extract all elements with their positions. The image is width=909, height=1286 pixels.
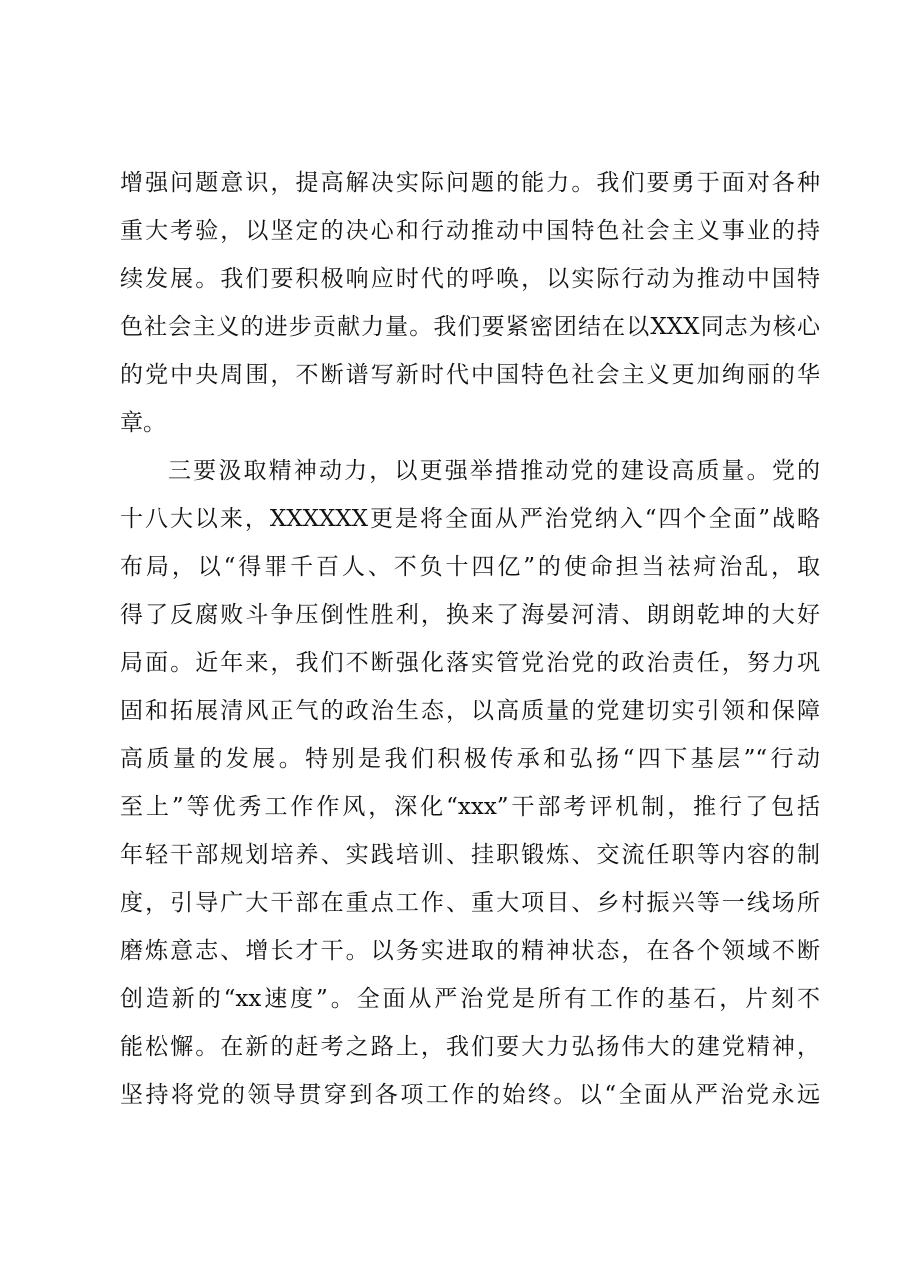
text-line: 磨炼意志、增长才干。以务实进取的精神状态，在各个领域不断 — [120, 938, 820, 964]
text-line: 布局，以“得罪千百人、不负十四亿”的使命担当祛疴治乱，取 — [120, 554, 820, 580]
text-line: 度，引导广大干部在重点工作、重大项目、乡村振兴等一线场所 — [120, 890, 820, 916]
text-line: 得了反腐败斗争压倒性胜利，换来了海晏河清、朗朗乾坤的大好 — [120, 602, 820, 628]
text-line: 坚持将党的领导贯穿到各项工作的始终。以“全面从严治党永远 — [120, 1082, 820, 1108]
text-line: 能松懈。在新的赶考之路上，我们要大力弘扬伟大的建党精神， — [120, 1034, 820, 1060]
text-line: 章。 — [120, 410, 166, 436]
paragraph-first-line: 三要汲取精神动力，以更强举措推动党的建设高质量。党的 — [168, 458, 820, 484]
text-line: 年轻干部规划培养、实践培训、挂职锻炼、交流任职等内容的制 — [120, 842, 820, 868]
text-line: 固和拓展清风正气的政治生态，以高质量的党建切实引领和保障 — [120, 698, 820, 724]
text-line: 增强问题意识，提高解决实际问题的能力。我们要勇于面对各种 — [120, 170, 820, 196]
text-line: 高质量的发展。特别是我们积极传承和弘扬“四下基层”“行动 — [120, 746, 820, 772]
text-line: 至上”等优秀工作作风，深化“xxx”干部考评机制，推行了包括 — [120, 794, 820, 820]
text-line: 的党中央周围，不断谱写新时代中国特色社会主义更加绚丽的华 — [120, 362, 820, 388]
text-line: 续发展。我们要积极响应时代的呼唤，以实际行动为推动中国特 — [120, 266, 820, 292]
text-line: 重大考验，以坚定的决心和行动推动中国特色社会主义事业的持 — [120, 218, 820, 244]
text-line: 局面。近年来，我们不断强化落实管党治党的政治责任，努力巩 — [120, 650, 820, 676]
text-line: 色社会主义的进步贡献力量。我们要紧密团结在以XXX同志为核心 — [120, 314, 820, 340]
text-line: 创造新的“xx速度”。全面从严治党是所有工作的基石，片刻不 — [120, 986, 820, 1012]
text-line: 十八大以来，XXXXXX更是将全面从严治党纳入“四个全面”战略 — [120, 506, 820, 532]
